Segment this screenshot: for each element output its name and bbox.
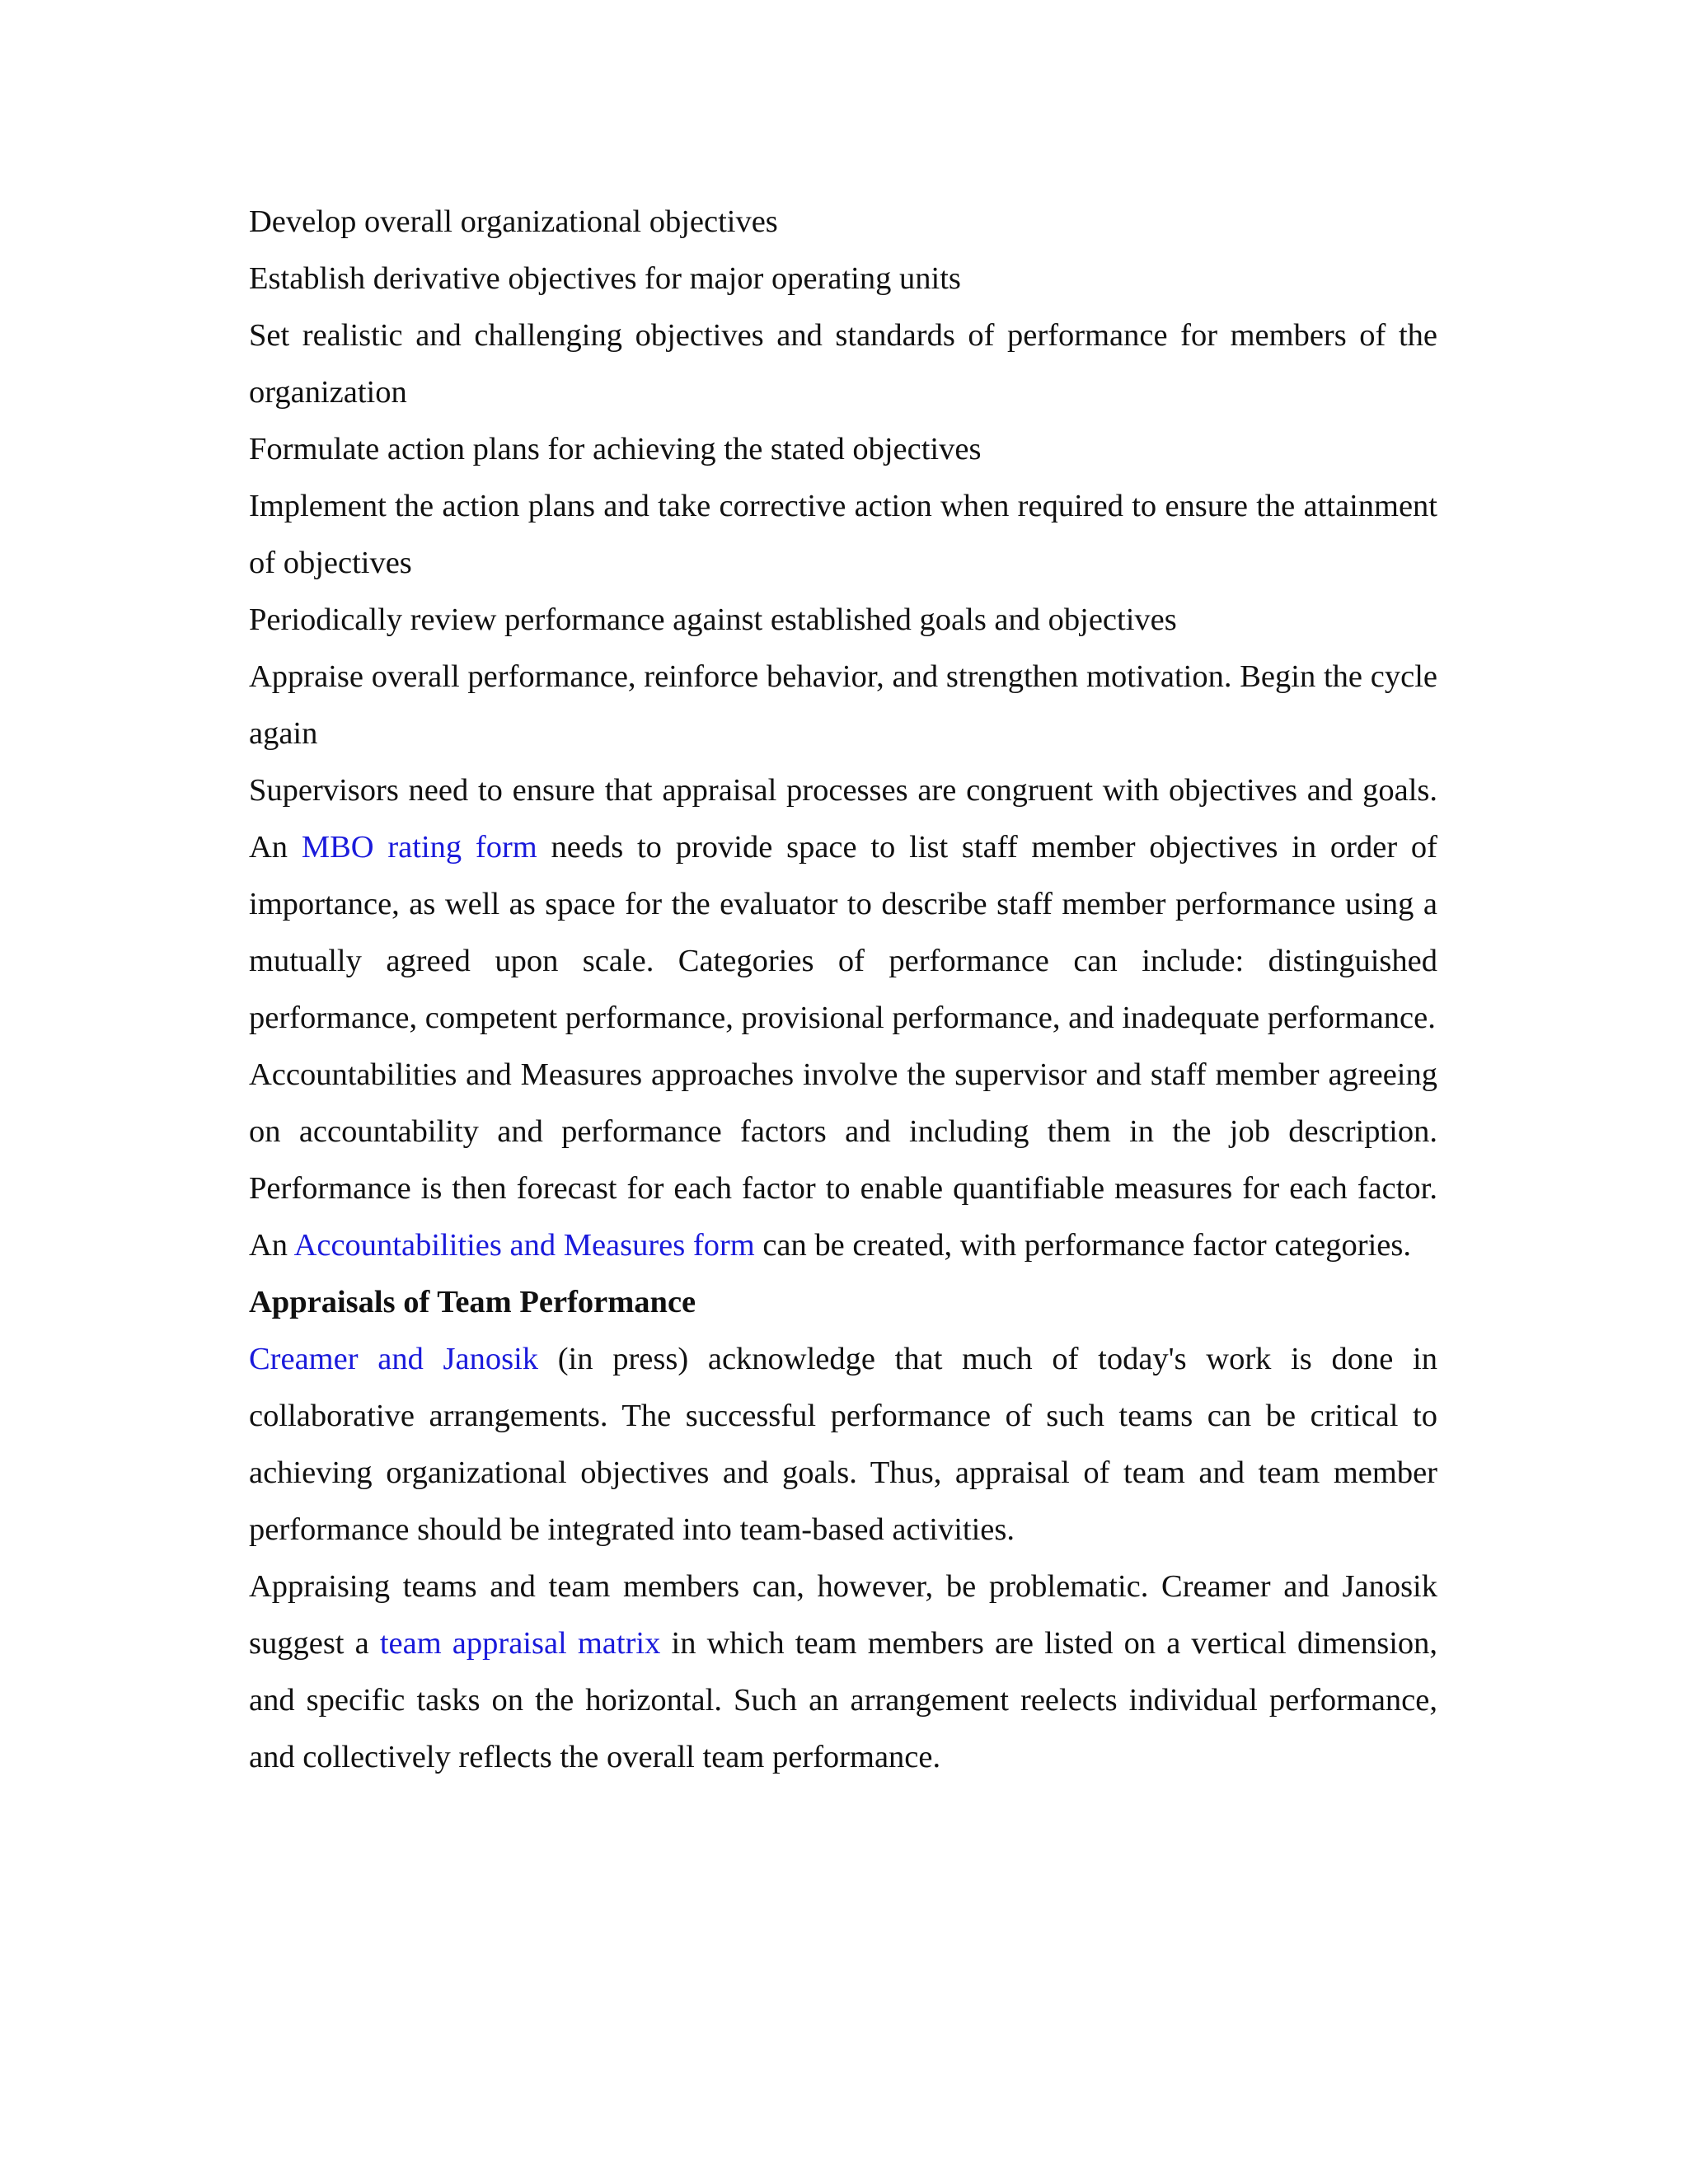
team-matrix-text-after: in which team members are listed on a vertical dimension, and specific tasks on the horizontal. Such an arrangement reelects individual performance, and collectively reflects the overall team performance. bbox=[249, 1626, 1438, 1774]
accountabilities-text-before: Accountabilities and Measures approaches involve the supervisor and staff member agreeing on accountability and performance factors and including them in the job description. Performance is then forecast for each factor to enable quantifiable measures for each factor. An bbox=[249, 1057, 1437, 1263]
accountabilities-text-after: can be created, with performance factor categories. bbox=[754, 1228, 1411, 1263]
mbo-text-after: needs to provide space to list staff member objectives in order of importance, as well as space for the evaluator to describe staff member performance using a mutually agreed upon scale. Categories of performance can include: distinguished performance, competent performance, provisional performance, and inadequate performance. bbox=[249, 830, 1438, 1035]
accountabilities-form-link[interactable]: Accountabilities and Measures form bbox=[293, 1228, 755, 1263]
step-appraise: Appraise overall performance, reinforce behavior, and strengthen motivation. Begin the cycle again bbox=[249, 659, 1437, 751]
document-page bbox=[249, 194, 1437, 1786]
team-matrix-paragraph bbox=[249, 1558, 1437, 1786]
step-review: Periodically review performance against established goals and objectives bbox=[249, 602, 1177, 637]
mbo-rating-form-link[interactable]: MBO rating form bbox=[301, 830, 537, 865]
accountabilities-paragraph bbox=[249, 1047, 1437, 1274]
team-intro-text: (in press) acknowledge that much of today's work is done in collaborative arrangements. The successful performance of such teams can be critical to achieving organizational objectives and goals. Thus, appraisal of team and team member performance should be integrated into team-based activities. bbox=[249, 1342, 1437, 1547]
team-appraisal-matrix-link[interactable]: team appraisal matrix bbox=[379, 1626, 661, 1661]
creamer-janosik-link[interactable]: Creamer and Janosik bbox=[249, 1342, 539, 1376]
step-implement: Implement the action plans and take corrective action when required to ensure the attainment of objectives bbox=[249, 489, 1437, 580]
team-performance-heading: Appraisals of Team Performance bbox=[249, 1285, 696, 1319]
step-action-plans: Formulate action plans for achieving the stated objectives bbox=[249, 432, 982, 466]
team-matrix-text-before: Appraising teams and team members can, however, be problematic. Creamer and Janosik suggest a bbox=[249, 1569, 1437, 1661]
mbo-text-before: Supervisors need to ensure that appraisal processes are congruent with objectives and goals. An bbox=[249, 773, 1437, 865]
step-develop-objectives: Develop overall organizational objectives bbox=[249, 204, 778, 239]
step-set-objectives: Set realistic and challenging objectives and standards of performance for members of the organization bbox=[249, 318, 1437, 410]
step-derivative-objectives: Establish derivative objectives for major operating units bbox=[249, 261, 961, 296]
team-intro-paragraph bbox=[249, 1331, 1437, 1558]
mbo-paragraph bbox=[249, 762, 1437, 1047]
